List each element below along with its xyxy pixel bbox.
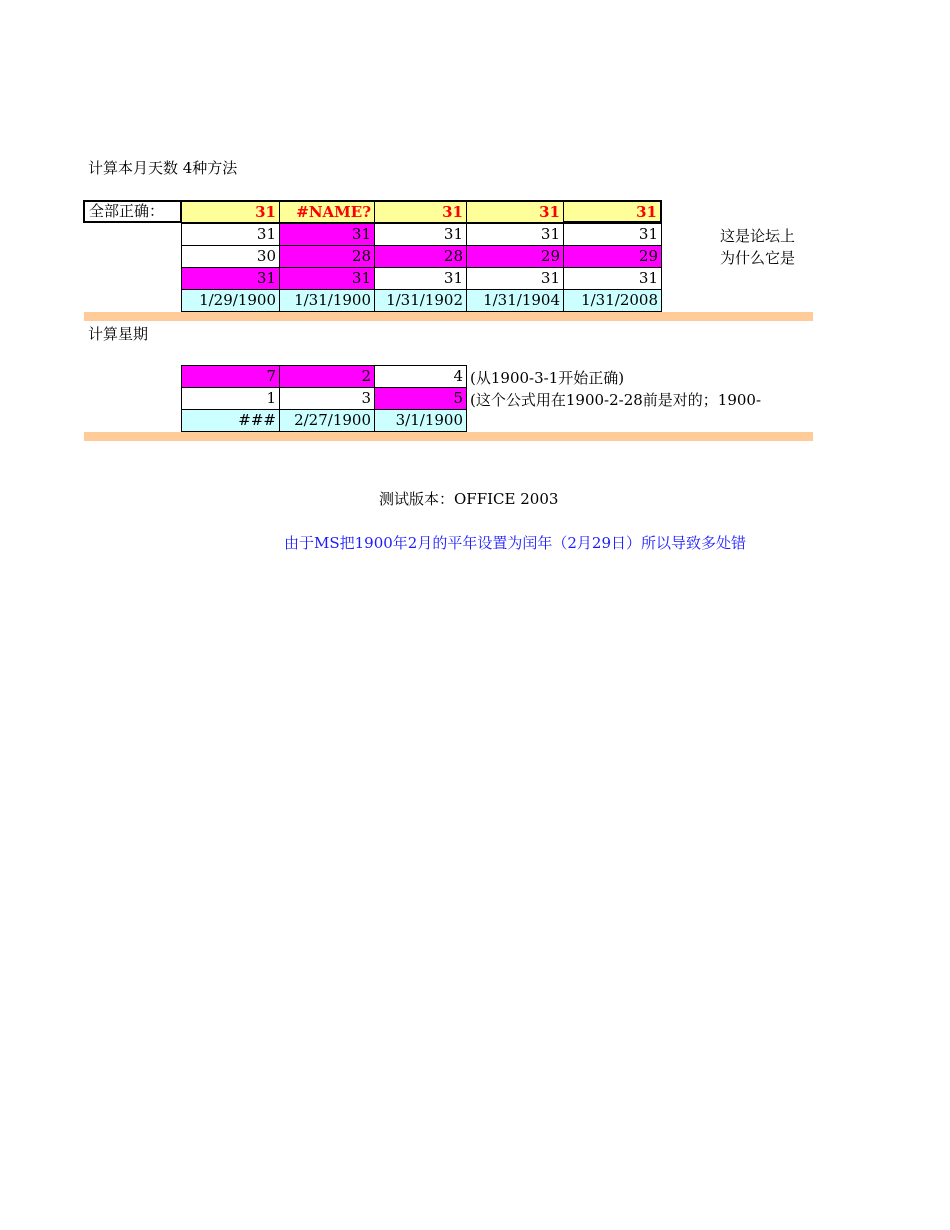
t2-cell-r1c3[interactable]: 4	[374, 365, 467, 388]
separator-band-2	[84, 432, 813, 441]
cell-r1c5[interactable]: 31	[563, 200, 662, 223]
cell-r1c2[interactable]: #NAME?	[279, 200, 375, 223]
cell-r5c2[interactable]: 1/31/1900	[279, 289, 375, 312]
cell-r2c5[interactable]: 31	[563, 223, 662, 246]
cell-r5c5[interactable]: 1/31/2008	[563, 289, 662, 312]
t2-cell-r2c1[interactable]: 1	[181, 387, 280, 410]
note-table2-row1: (从1900-3-1开始正确)	[470, 369, 625, 387]
cell-r5c3[interactable]: 1/31/1902	[374, 289, 467, 312]
cell-r2c1[interactable]: 31	[181, 223, 280, 246]
note-right-2: 为什么它是	[720, 249, 796, 267]
cell-r3c3[interactable]: 28	[374, 245, 467, 268]
cell-r4c3[interactable]: 31	[374, 267, 467, 290]
section1-title: 计算本月天数 4种方法	[88, 159, 238, 177]
cell-r4c5[interactable]: 31	[563, 267, 662, 290]
cell-r5c4[interactable]: 1/31/1904	[466, 289, 564, 312]
separator-band-1	[84, 312, 813, 321]
note-table2-row2: (这个公式用在1900-2-28前是对的；1900-	[470, 391, 762, 409]
cell-r5c1[interactable]: 1/29/1900	[181, 289, 280, 312]
note-right-1: 这是论坛上	[720, 227, 796, 245]
cell-r3c2[interactable]: 28	[279, 245, 375, 268]
cell-r3c5[interactable]: 29	[563, 245, 662, 268]
cell-r3c1[interactable]: 30	[181, 245, 280, 268]
cell-r2c2[interactable]: 31	[279, 223, 375, 246]
cell-r4c4[interactable]: 31	[466, 267, 564, 290]
cell-r1c4[interactable]: 31	[466, 200, 564, 223]
t2-cell-r2c3[interactable]: 5	[374, 387, 467, 410]
cell-r3c4[interactable]: 29	[466, 245, 564, 268]
t2-cell-r3c1[interactable]: ###	[181, 409, 280, 432]
cell-r2c4[interactable]: 31	[466, 223, 564, 246]
cell-r1c1[interactable]: 31	[181, 200, 280, 223]
t2-cell-r3c3[interactable]: 3/1/1900	[374, 409, 467, 432]
t2-cell-r2c2[interactable]: 3	[279, 387, 375, 410]
t2-cell-r1c2[interactable]: 2	[279, 365, 375, 388]
cell-r2c3[interactable]: 31	[374, 223, 467, 246]
label-all-correct[interactable]: 全部正确：	[83, 200, 182, 223]
cell-r1c3[interactable]: 31	[374, 200, 467, 223]
t2-cell-r3c2[interactable]: 2/27/1900	[279, 409, 375, 432]
t2-cell-r1c1[interactable]: 7	[181, 365, 280, 388]
cell-r4c2[interactable]: 31	[279, 267, 375, 290]
footer-note: 由于MS把1900年2月的平年设置为闰年（2月29日）所以导致多处错	[284, 534, 746, 552]
test-version-label: 测试版本：OFFICE 2003	[379, 490, 559, 508]
cell-r4c1[interactable]: 31	[181, 267, 280, 290]
section2-title: 计算星期	[88, 325, 149, 343]
